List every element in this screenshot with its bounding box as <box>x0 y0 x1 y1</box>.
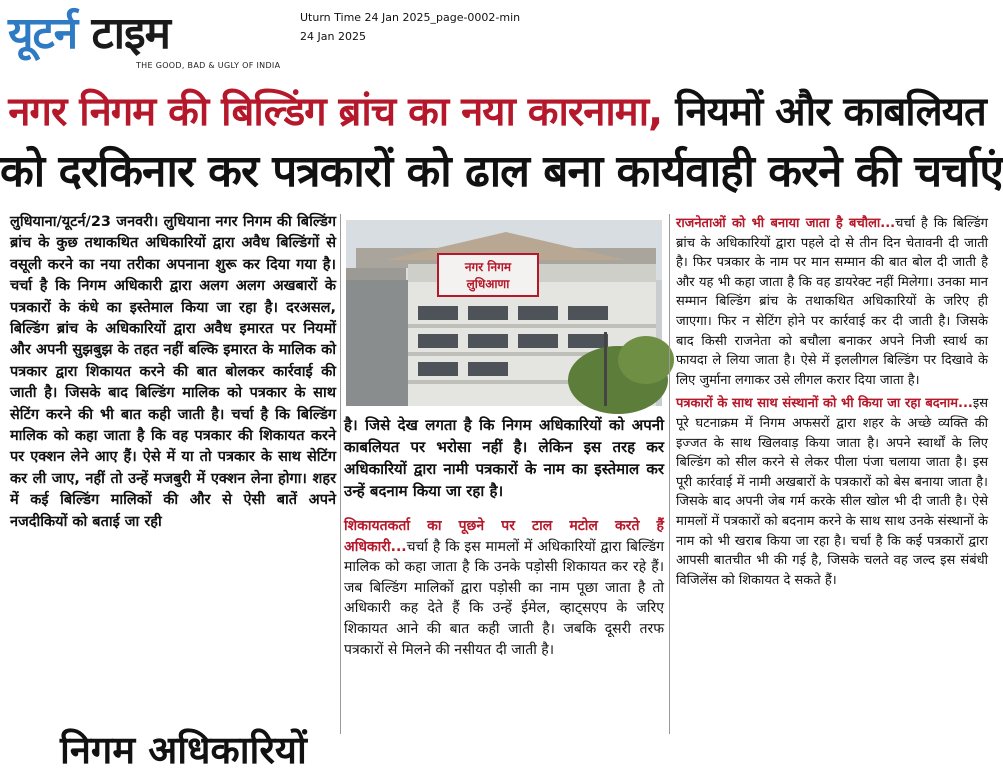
section-subhead: पत्रकारों के साथ साथ संस्थानों को भी किया जा रहा बदनाम... <box>676 396 973 412</box>
logo-part-uturn: यूटर्न <box>8 8 78 59</box>
building-photo-illustration <box>346 220 662 406</box>
section-body: इस पूरे घटनाक्रम में निगम अफसरों द्वारा शहर के अच्छे व्यक्ति की इज्जत के साथ खिलवाड़ किया जाता है। अपने स्वार्थों के लिए बिल्डिंग को सील करने से लेकर पीला पंजा चलाया जाता है। इस पूरी कार्रवाई में नामी अखबारों के पत्रकारों को बेस बनाया जाता है। जिसके बाद अपनी जेब गर्म करके सील खोल भी दी जाती है। ऐसे मामलों में पत्रकारों को बदनाम करने के साथ साथ उनके संस्थानों के नाम को भी खराब किया जा रहा है। चर्चा है कि कई पत्रकारों द्वारा आपसी बातचीत भी की गई है, जिसके चलते वह जल्द इस संबंधी विजिलेंस को शिकायत दे सकते हैं। <box>676 396 988 588</box>
column-divider <box>340 214 341 734</box>
article-paragraph <box>344 516 664 660</box>
next-headline-cutoff: निगम अधिकारियों <box>60 728 307 772</box>
article-paragraph: लुधियाना/यूटर्न/23 जनवरी। लुधियाना नगर निगम की बिल्डिंग ब्रांच के कुछ तथाकथित अधिकारियों द्वारा अवैध बिल्डिंगों से वसूली करने का नया तरीका अपनाना शुरू कर दिया गया है। चर्चा है कि निगम अधिकारी द्वारा अलग अलग अखबारों के पत्रकारों के कंधे का इस्तेमाल किया जा रहा है। दरअसल, बिल्डिंग ब्रांच के अधिकारियों द्वारा अवैध इमारत पर नियमों और अपनी सुझबुझ के तहत नहीं बल्कि इमारत के मालिक को पत्रकार द्वारा शिकायत करने की बात बोलकर कार्रवाई की जाती है। जिसके बाद बिल्डिंग मालिक को पत्रकार के साथ सेटिंग करने की भी बात कही जाती है। चर्चा है कि बिल्डिंग मालिक को कहा जाता है कि वह पत्रकार की शिकायत करने पर एक्शन लेने आए हैं। ऐसे में या तो पत्रकार के साथ सेटिंग कर ली जाए, नहीं तो उन्हें मजबुरी में एक्शन लेना होगा। शहर में कई बिल्डिंग मालिकों की और से ऐसी बातें अपने नजदीकियों को बताई जा रही <box>10 214 336 530</box>
section-subhead: शिकायतकर्ता का पूछने पर टाल मटोल करते हैं अधिकारी... <box>344 518 664 555</box>
masthead <box>8 4 308 80</box>
headline-line-2: को दरकिनार कर पत्रकारों को ढाल बना कार्यवाही करने की चर्चाएं <box>0 146 1003 197</box>
headline-red-part: नगर निगम की बिल्डिंग ब्रांच का नया कारनामा, <box>8 89 663 135</box>
article-column-middle <box>344 414 664 734</box>
file-date: 24 Jan 2025 <box>300 30 366 43</box>
newspaper-logo <box>8 4 170 64</box>
section-body: चर्चा है कि बिल्डिंग ब्रांच के अधिकारियों द्वारा पहले दो से तीन दिन चेतावनी दी जाती है। फिर पत्रकार के नाम पर मान सम्मान की बात बोल दी जाती है और यह भी कहा जाता है कि वह डायरेक्ट नहीं मिलेगा। उनका मान सम्मान बिल्डिंग ब्रांच के तथाकथित अधिकारियों के जरिए ही जाएगा। फिर न सेटिंग होने पर कार्रवाई कर दी जाती है। जिसके बाद किसी राजनेता को बचौला बनाकर अपने निजी स्वार्थ का फायदा ले लिया जाता है। ऐसे में इललीगल बिल्डिंग पर दिखावे के लिए जुर्माना लगाकर उसे लीगल करार दिया जाता है। <box>676 216 988 388</box>
file-meta <box>300 8 520 46</box>
section-subhead: राजनेताओं को भी बनाया जाता है बचौला... <box>676 216 896 231</box>
article-column-left <box>10 212 336 732</box>
logo-part-time: टाइम <box>91 8 170 59</box>
column-divider <box>669 214 670 734</box>
article-lead-paragraph: है। जिसे देख लगता है कि निगम अधिकारियों को अपनी काबलियत पर भरोसा नहीं है। लेकिन इस तरह कर अधिकारियों द्वारा नामी पत्रकारों के नाम का इस्तेमाल कर उन्हें बदनाम किया जा रहा है। <box>344 416 664 500</box>
logo-tagline: THE GOOD, BAD & UGLY OF INDIA <box>136 61 281 70</box>
file-name: Uturn Time 24 Jan 2025_page-0002-min <box>300 11 521 24</box>
article-paragraph <box>676 394 988 590</box>
section-body: चर्चा है कि इस मामलों में अधिकारियों द्वारा बिल्डिंग मालिक को कहा जाता है कि उनके पड़ोसी शिकायत कर रहे हैं। जब बिल्डिंग मालिकों द्वारा पड़ोसी का नाम पूछा जाता है तो अधिकारी कह देते हैं कि उन्हें ईमेल, व्हाट्सएप के जरिए शिकायत आने की बात कही जाती है। जबकि दूसरी तरफ पत्रकारों से मिलने की नसीयत दी जाती है। <box>344 538 664 658</box>
article-column-right <box>676 214 988 734</box>
photo-sign-line-1: नगर निगम <box>464 260 512 274</box>
article-paragraph <box>676 214 988 390</box>
building-photo <box>346 220 662 406</box>
headline-black-part: नियमों और काबलियत <box>662 89 986 135</box>
headline-line-1 <box>0 84 994 140</box>
photo-sign-line-2: लुधिआणा <box>466 277 510 291</box>
